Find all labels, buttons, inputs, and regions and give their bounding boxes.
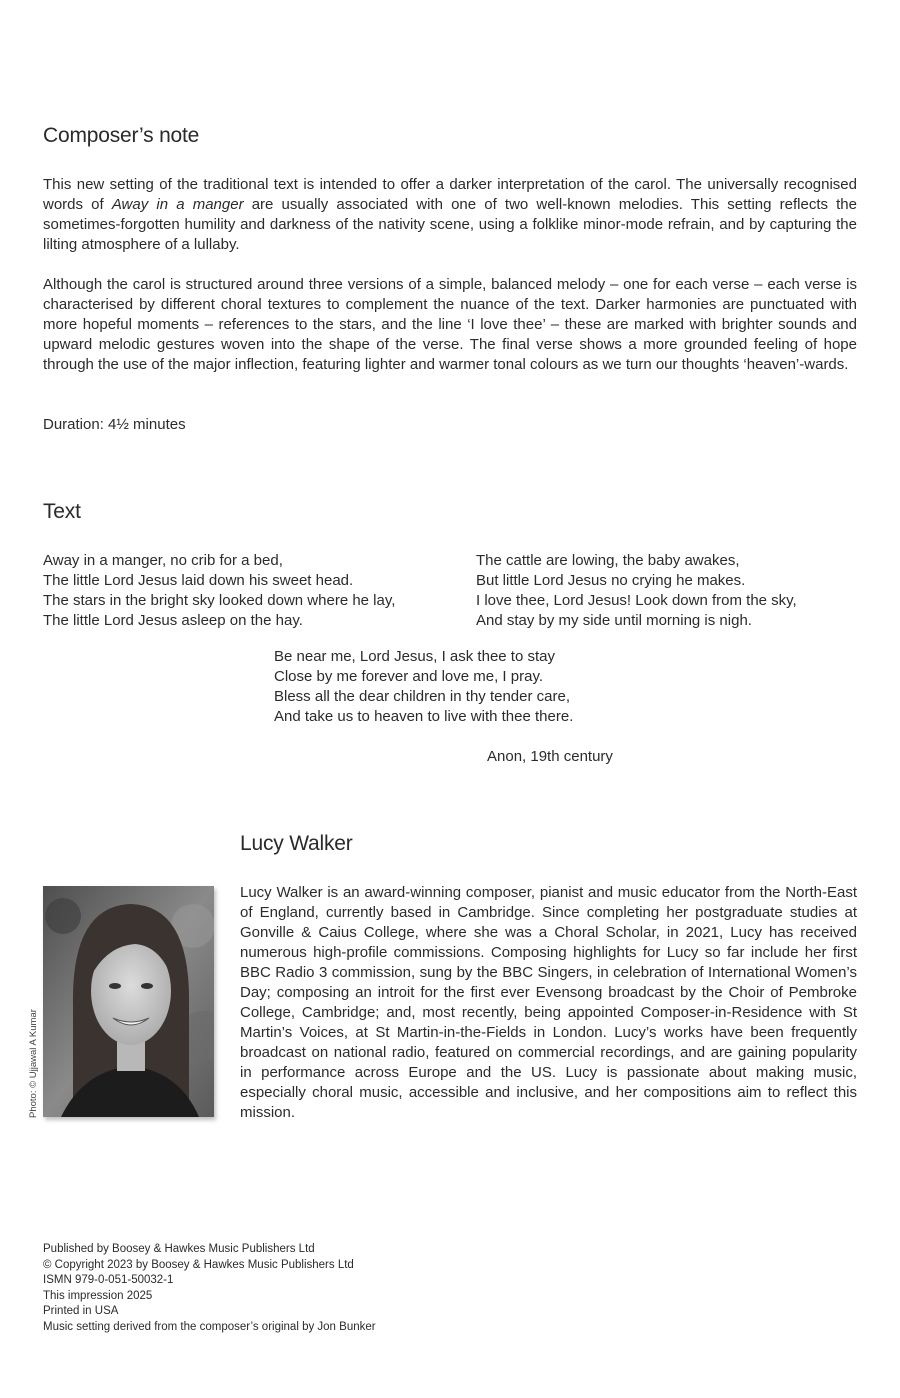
composers-note-paragraph-2: Although the carol is structured around three versions of a simple, balanced melody – one for each verse – each verse is characterised by different choral textures to complement the nuance of the text. Darker harmonies are punctuated with more hopeful moments – references to the stars, and the line ‘I love thee’ – these are marked with brighter sounds and upward melodic gestures woven into the shape of the verse. The final verse shows a more grounded feeling of hope through the use of the major inflection, featuring lighter and warmer tonal colours as we turn our thoughts ‘heaven’-wards.	[43, 276, 857, 373]
composers-note-paragraph-1	[43, 175, 857, 255]
verse-line: The cattle are lowing, the baby awakes,	[476, 552, 740, 569]
verse-2	[476, 551, 797, 631]
verse-line: The little Lord Jesus laid down his sweet head.	[43, 572, 354, 589]
portrait-image	[43, 886, 214, 1117]
publisher-line: Published by Boosey & Hawkes Music Publishers Ltd	[43, 1243, 315, 1255]
photo-credit: Photo: © Ujjawal A Kumar	[28, 1009, 39, 1118]
verse-line: Bless all the dear children in thy tender care,	[274, 688, 570, 705]
ismn-line: ISMN 979-0-051-50032-1	[43, 1274, 174, 1286]
bio-text: Lucy Walker is an award-winning composer, pianist and music educator from the North-East of England, currently based in Cambridge. Since completing her postgraduate studies at Gonville & Caius College, where she was a Choral Scholar, in 2021, Lucy has received numerous high-profile commissions. Composing highlights for Lucy so far include her first BBC Radio 3 commission, sung by the BBC Singers, in celebration of International Women’s Day; composing an introit for the first ever Evensong broadcast by the Choir of Pembroke College, Cambridge; and, most recently, being appointed Composer-in-Residence with St Martin’s Voices, at St Martin-in-the-Fields in London. Lucy’s works have been frequently broadcast on national radio, featured on commercial recordings, and are gaining popularity in performance across Europe and the US. Lucy is passionate about making music, especially choral music, accessible and inclusive, and her compositions aim to reflect this mission.	[240, 884, 857, 1121]
verse-line: Be near me, Lord Jesus, I ask thee to stay	[274, 648, 555, 665]
bio-heading: Lucy Walker	[240, 832, 353, 855]
verse-line: Close by me forever and love me, I pray.	[274, 668, 544, 685]
composers-note-heading: Composer’s note	[43, 124, 200, 147]
verse-1	[43, 551, 395, 631]
verse-line: The stars in the bright sky looked down where he lay,	[43, 592, 396, 609]
verse-line: The little Lord Jesus asleep on the hay.	[43, 612, 303, 629]
copyright-line: © Copyright 2023 by Boosey & Hawkes Music Publishers Ltd	[43, 1258, 354, 1271]
printed-line: Printed in USA	[43, 1305, 119, 1317]
verse-line: And stay by my side until morning is nigh.	[476, 612, 752, 629]
impression-line: This impression 2025	[43, 1289, 153, 1302]
music-setting-line: Music setting derived from the composer’s original by Jon Bunker	[43, 1320, 376, 1333]
verse-line: And take us to heaven to live with thee there.	[274, 708, 574, 725]
text-attribution: Anon, 19th century	[487, 748, 613, 765]
text-heading: Text	[43, 500, 81, 523]
p1-title-italic: Away in a manger	[111, 196, 244, 213]
p1-text-start: This new setting of the traditional text is intended to offer a darker interpretation of the carol. The universally recognised words of	[43, 176, 857, 213]
p1-text-end: are usually associated with one of two well-known melodies. This setting reflects the sometimes-forgotten humility and darkness of the nativity scene, using a folklike minor-mode refrain, and by capturing the lilting atmosphere of a lullaby.	[43, 196, 857, 253]
verse-line: Away in a manger, no crib for a bed,	[43, 552, 283, 569]
verse-line: But little Lord Jesus no crying he makes.	[476, 572, 746, 589]
duration: Duration: 4½ minutes	[43, 416, 186, 433]
publisher-info	[43, 1242, 376, 1335]
verse-line: I love thee, Lord Jesus! Look down from the sky,	[476, 592, 797, 609]
composer-portrait-photo	[43, 886, 214, 1117]
verse-3	[274, 647, 573, 727]
